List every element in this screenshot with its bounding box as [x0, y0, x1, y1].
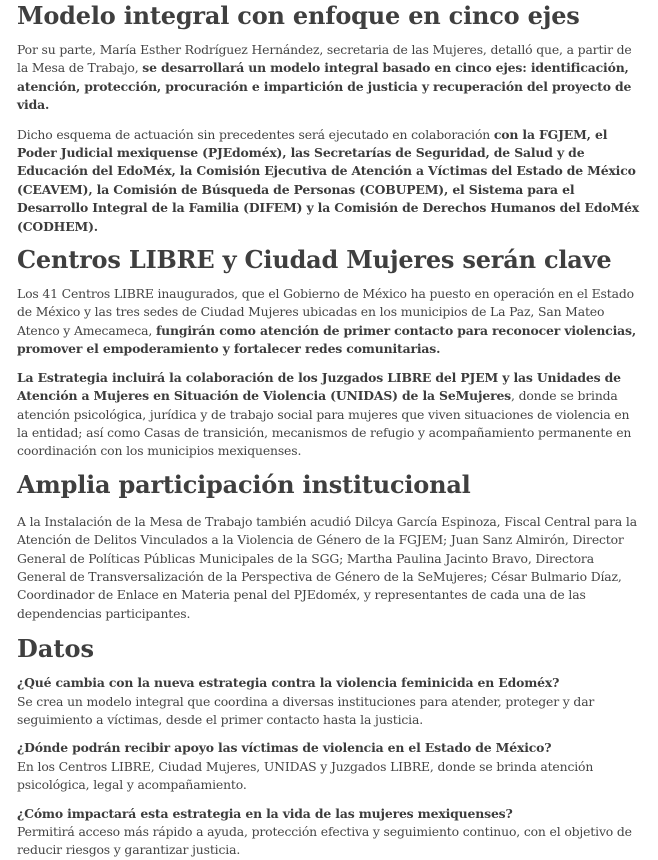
faq-item — [17, 739, 642, 794]
paragraph-participacion: A la Instalación de la Mesa de Trabajo también acudió Dilcya García Espinoza, Fiscal Central para la Atención de Delitos Vinculados a la Violencia de Género de la FGJEM; Juan Sanz Almirón, Director General de Políticas Públicas Municipales de la SGG; Martha Paulina Jacinto Bravo, Directora General de Transversalización de la Perspectiva de Género de la SeMujeres; César Bulmario Díaz, Coordinador de Enlace en Materia penal del PJEdoméx, y representantes de cada una de las dependencias participantes. — [17, 513, 637, 621]
paragraph-text: Los 41 Centros LIBRE inaugurados, que el Gobierno de México ha puesto en operación en el Estado de México y las tres sedes de Ciudad Mujeres ubicadas en los municipios de La Paz, San Mateo Atenco y Amecameca, — [17, 286, 634, 338]
section-heading-participacion: Amplia participación institucional — [17, 469, 471, 499]
section-heading-modelo-integral: Modelo integral con enfoque en cinco ejes — [17, 1, 580, 30]
faq-answer: Permitirá acceso más rápido a ayuda, protección efectiva y seguimiento continuo, con el objetivo de reducir riesgos y garantizar justicia. — [17, 824, 632, 858]
faq-item — [17, 674, 642, 729]
paragraph-text: , donde se brinda atención psicológica, jurídica y de trabajo social para mujeres que viven situaciones de violencia en la entidad; así como Casas de transición, mecanismos de refugio y acompañamiento permanente en coordinación con los municipios mexiquenses. — [17, 388, 632, 459]
paragraph-centros-libre — [17, 285, 642, 359]
faq-question: ¿Cómo impactará esta estrategia en la vida de las mujeres mexiquenses? — [17, 805, 513, 821]
paragraph-colaboracion — [17, 126, 642, 236]
faq-question: ¿Qué cambia con la nueva estrategia contra la violencia feminicida en Edoméx? — [17, 675, 560, 691]
paragraph-bold-text: La Estrategia incluirá la colaboración de los Juzgados LIBRE del PJEM y las Unidades de Atención a Mujeres en Situación de Violencia (UNIDAS) de la SeMujeres — [17, 369, 621, 404]
paragraph-text: Por su parte, María Esther Rodríguez Hernández, secretaria de las Mujeres, detalló que, a partir de la Mesa de Trabajo, — [17, 42, 632, 76]
paragraph-bold-text: con la FGJEM, el Poder Judicial mexiquense (PJEdoméx), las Secretarías de Seguridad, de Salud y de Educación del EdoMéx, la Comisión Ejecutiva de Atención a Víctimas del Estado de México (CEAVEM), la Comisión de Búsqueda de Personas (COBUPEM), el Sistema para el Desarrollo Integral de la Familia (DIFEM) y la Comisión de Derechos Humanos del EdoMéx (CODHEM). — [17, 126, 639, 234]
faq-answer: En los Centros LIBRE, Ciudad Mujeres, UNIDAS y Juzgados LIBRE, donde se brinda atención psicológica, legal y acompañamiento. — [17, 758, 594, 793]
section-heading-datos: Datos — [17, 634, 94, 664]
paragraph-estrategia — [17, 369, 642, 461]
paragraph-text: Dicho esquema de actuación sin precedentes será ejecutado en colaboración — [17, 126, 494, 142]
section-heading-centros-libre: Centros LIBRE y Ciudad Mujeres serán clave — [17, 245, 612, 275]
paragraph-bold-text: se desarrollará un modelo integral basado en cinco ejes: identificación, atención, protección, procuración e impartición de justicia y recuperación del proyecto de vida. — [17, 60, 632, 113]
paragraph-modelo-integral — [17, 41, 642, 115]
faq-answer: Se crea un modelo integral que coordina a diversas instituciones para atender, proteger y dar seguimiento a víctimas, desde el primer contacto hasta la justicia. — [17, 693, 595, 727]
faq-item — [17, 805, 642, 860]
faq-question: ¿Dónde podrán recibir apoyo las víctimas de violencia en el Estado de México? — [17, 740, 552, 756]
paragraph-bold-text: fungirán como atención de primer contacto para reconocer violencias, promover el empoderamiento y fortalecer redes comunitarias. — [17, 322, 637, 357]
